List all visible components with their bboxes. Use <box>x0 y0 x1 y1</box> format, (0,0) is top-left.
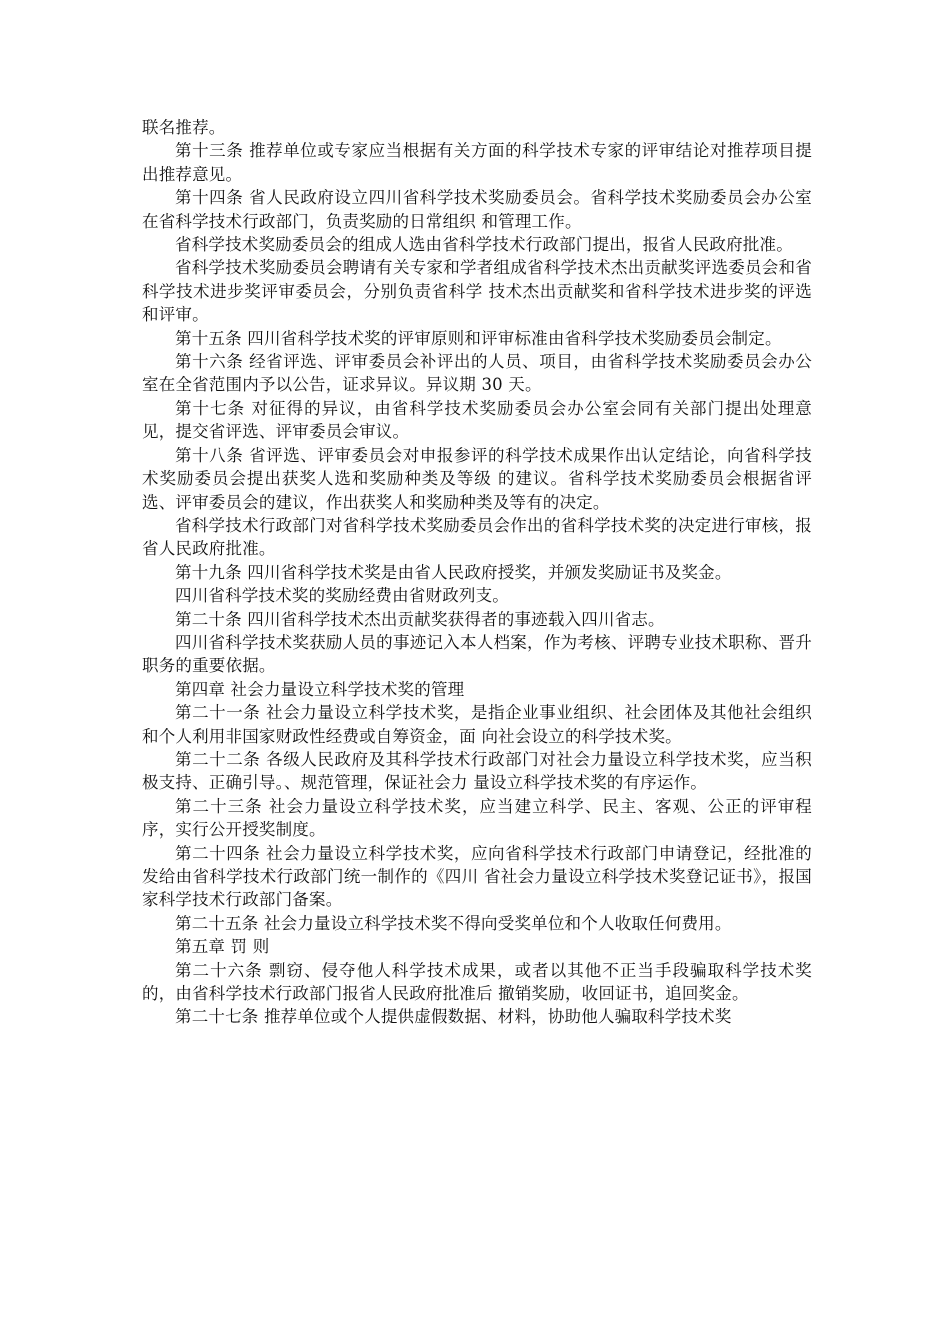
article-21: 第二十一条 社会力量设立科学技术奖，是指企业事业组织、社会团体及其他社会组织和个人利用非国家财政性经费或自筹资金，面 向社会设立的科学技术奖。 <box>142 703 812 746</box>
article-15: 第十五条 四川省科学技术奖的评审原则和评审标准由省科学技术奖励委员会制定。 <box>175 328 782 348</box>
paragraph: 省科学技术奖励委员会的组成人选由省科学技术行政部门提出，报省人民政府批准。 <box>175 235 793 255</box>
article-25: 第二十五条 社会力量设立科学技术奖不得向受奖单位和个人收取任何费用。 <box>175 913 732 933</box>
article-14: 第十四条 省人民政府设立四川省科学技术奖励委员会。省科学技术奖励委员会办公室在省科学技术行政部门，负责奖励的日常组织 和管理工作。 <box>142 188 812 231</box>
document-page <box>142 116 812 1029</box>
article-22: 第二十二条 各级人民政府及其科学技术行政部门对社会力量设立科学技术奖，应当积极支持、正确引导。、规范管理，保证社会力 量设立科学技术奖的有序运作。 <box>142 749 812 793</box>
article-18: 第十八条 省评选、评审委员会对申报参评的科学技术成果作出认定结论，向省科学技术奖励委员会提出获奖人选和奖励种类及等级 的建议。省科学技术奖励委员会根据省评选、评审委员会的建议，作出获奖人和奖励种类及等有的决定。 <box>142 445 812 512</box>
article-13: 第十三条 推荐单位或专家应当根据有关方面的科学技术专家的评审结论对推荐项目提出推荐意见。 <box>142 141 812 184</box>
article-26: 第二十六条 剽窃、侵夺他人科学技术成果，或者以其他不正当手段骗取科学技术奖的，由省科学技术行政部门报省人民政府批准后 撤销奖励，收回证书，追回奖金。 <box>142 960 812 1004</box>
paragraph: 省科学技术奖励委员会聘请有关专家和学者组成省科学技术杰出贡献奖评选委员会和省科学技术进步奖评审委员会，分别负责省科学 技术杰出贡献奖和省科学技术进步奖的评选和评审。 <box>142 258 812 325</box>
article-20: 第二十条 四川省科学技术杰出贡献奖获得者的事迹载入四川省志。 <box>175 609 665 629</box>
chapter-heading: 第四章 社会力量设立科学技术奖的管理 <box>175 679 465 699</box>
paragraph: 四川省科学技术奖获励人员的事迹记入本人档案，作为考核、评聘专业技术职称、晋升职务的重要依据。 <box>142 632 812 676</box>
article-23: 第二十三条 社会力量设立科学技术奖，应当建立科学、民主、客观、公正的评审程序，实行公开授奖制度。 <box>142 796 812 840</box>
article-16: 第十六条 经省评选、评审委员会补评出的人员、项目，由省科学技术奖励委员会办公室在全省范围内予以公告，证求异议。异议期 30 天。 <box>142 352 812 395</box>
paragraph: 联名推荐。 <box>142 118 226 137</box>
chapter-heading: 第五章 罚 则 <box>175 937 270 957</box>
paragraph: 省科学技术行政部门对省科学技术奖励委员会作出的省科学技术奖的决定进行审核，报省人民政府批准。 <box>142 515 812 559</box>
paragraph: 四川省科学技术奖的奖励经费由省财政列支。 <box>175 586 509 606</box>
article-19: 第十九条 四川省科学技术奖是由省人民政府授奖，并颁发奖励证书及奖金。 <box>175 562 732 582</box>
article-27: 第二十七条 推荐单位或个人提供虚假数据、材料，协助他人骗取科学技术奖 <box>175 1007 732 1027</box>
article-17: 第十七条 对征得的异议，由省科学技术奖励委员会办公室会同有关部门提出处理意见，提交省评选、评审委员会审议。 <box>142 398 812 442</box>
article-24: 第二十四条 社会力量设立科学技术奖，应向省科学技术行政部门申请登记，经批准的发给由省科学技术行政部门统一制作的《四川 省社会力量设立科学技术奖登记证书》，报国家科学技术行政部门备案。 <box>142 843 812 910</box>
